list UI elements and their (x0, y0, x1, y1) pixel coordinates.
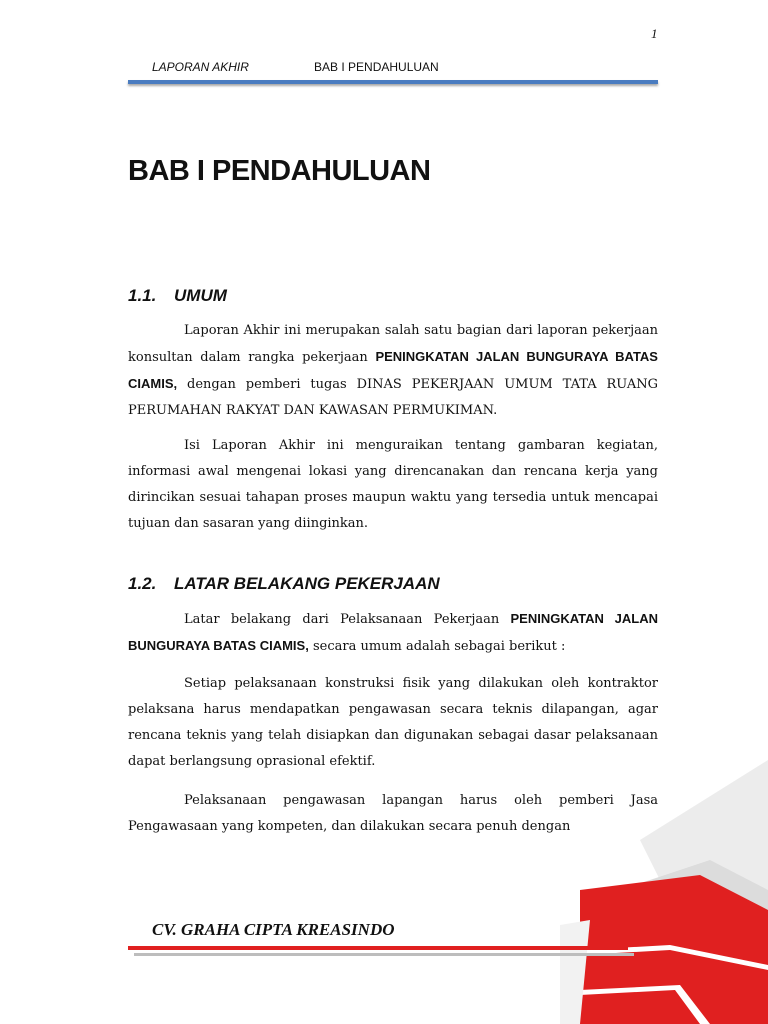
project-name-bold: PENINGKATAN JALAN BUNGURAYA BATAS CIAMIS, (128, 611, 658, 653)
paragraph-text: Laporan Akhir ini merupakan salah satu bagian dari laporan pekerjaan konsultan dalam rangka pekerjaan (128, 323, 658, 365)
paragraph (128, 318, 658, 424)
header-report-title: LAPORAN AKHIR (152, 60, 249, 74)
section-number: 1.2. (128, 574, 157, 593)
page-number: 1 (651, 26, 658, 41)
section-number: 1.1. (128, 286, 157, 305)
paragraph-text: secara umum adalah sebagai berikut : (308, 639, 566, 654)
paragraph: Setiap pelaksanaan konstruksi fisik yang dilakukan oleh kontraktor pelaksana harus mendapatkan pengawasan secara teknis dilapangan, agar rencana teknis yang telah disiapkan dan digunakan sebagai dasar pelaksanaan dapat berlangsung oprasional efektif. (128, 676, 658, 769)
footer-divider-gray (134, 953, 634, 956)
paragraph-text: Latar belakang dari Pelaksanaan Pekerjaan (184, 612, 511, 627)
corner-decoration (560, 760, 768, 1024)
paragraph: Isi Laporan Akhir ini menguraikan tentang gambaran kegiatan, informasi awal mengenai lokasi yang direncanakan dan rencana kerja yang dirincikan sesuai tahapan proses maupun waktu yang tersedia untuk mencapai tujuan dan sasaran yang diinginkan. (128, 438, 658, 531)
header-divider (128, 80, 658, 84)
paragraph (128, 606, 658, 660)
project-name-bold: PENINGKATAN JALAN BUNGURAYA BATAS CIAMIS, (128, 349, 658, 391)
footer-divider-red (128, 946, 628, 950)
section-title-text: LATAR BELAKANG PEKERJAAN (174, 574, 440, 593)
chapter-title: BAB I PENDAHULUAN (128, 155, 431, 187)
section-title-text: UMUM (174, 286, 227, 305)
paragraph: Pelaksanaan pengawasan lapangan harus oleh pemberi Jasa Pengawasaan yang kompeten, dan dilakukan secara penuh dengan (128, 793, 658, 834)
footer-company-name: CV. GRAHA CIPTA KREASINDO (152, 920, 395, 939)
section-heading-umum (128, 286, 227, 306)
header-chapter-title: BAB I PENDAHULUAN (314, 60, 439, 74)
paragraph-text: dengan pemberi tugas DINAS PEKERJAAN UMUM TATA RUANG PERUMAHAN RAKYAT DAN KAWASAN PERMUKIMAN. (128, 377, 658, 418)
section-heading-latar-belakang (128, 574, 440, 594)
